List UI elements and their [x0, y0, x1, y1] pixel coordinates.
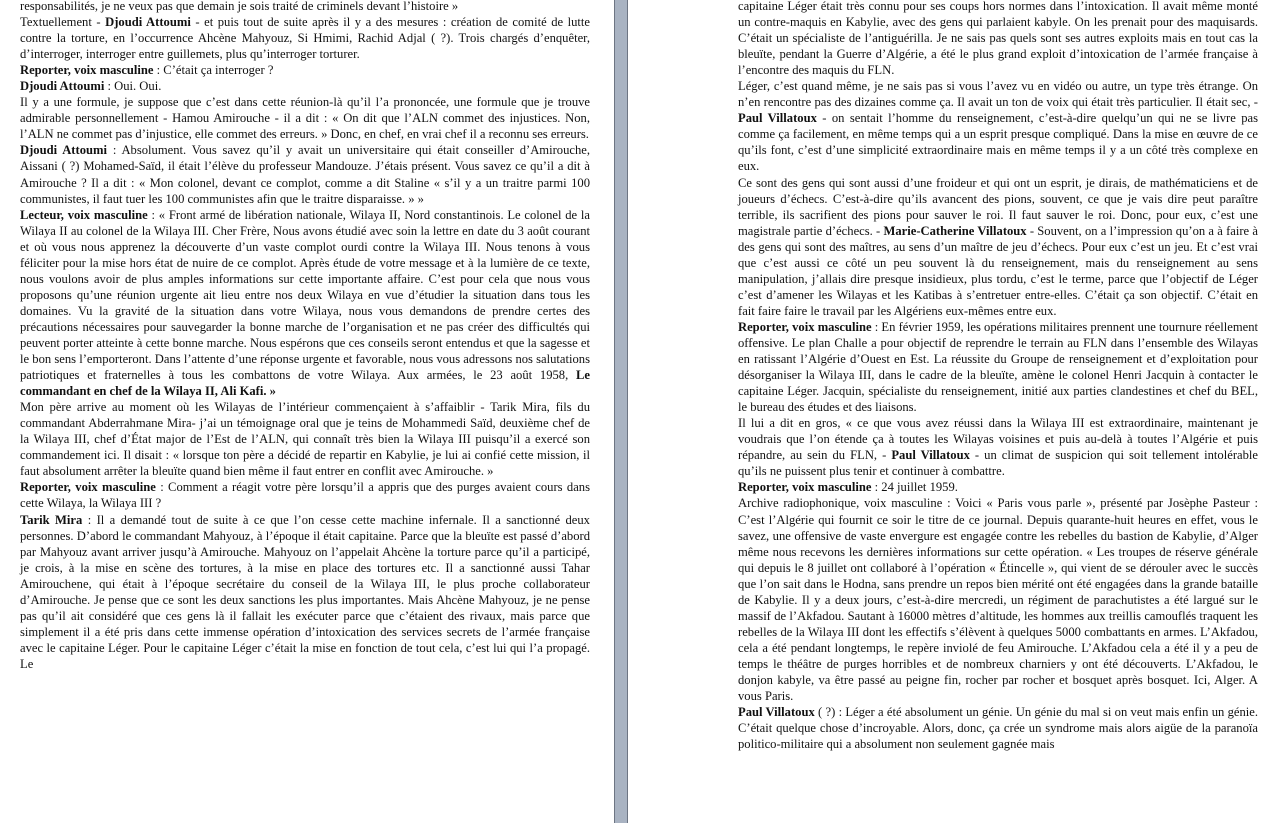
speaker-name: Paul Villatoux: [891, 448, 970, 463]
speaker-name: Reporter, voix masculine: [738, 319, 872, 334]
text-run: capitaine Léger était très connu pour ses coups hors normes dans l’intoxication. Il avait même monté un contre-maquis en Kabylie, avec des gens qui parlaient kabyle. On les prenait pour des maquisards. C’était un spécialiste de l’antiguérilla. Je ne sais pas quels sont ses autres exploits mais en tout cas la bleuïte, pendant la Guerre d’Algérie, a été le plus grand exploit d’intoxication de l’armée française à l’encontre des maquis du FLN.: [738, 0, 1258, 78]
text-run: Léger, c’est quand même, je ne sais pas si vous l’avez vu en vidéo ou autre, un type très étrange. On n’en rencontre pas des dizaines comme ça. Il avait un ton de voix qui était très particulier. Il était sec, -: [738, 79, 1258, 110]
speaker-name: Djoudi Attoumi: [105, 15, 191, 30]
paragraph: [20, 62, 590, 78]
text-run: : En février 1959, les opérations militaires prennent une tournure réellement offensive. Le plan Challe a pour objectif de reprendre le terrain au FLN dans l’ensemble des Wilayas en ratissant l’Algérie d’Ouest en Est. La réussite du Groupe de renseignement et d’exploitation pour désorganiser la Wilaya III, dans le cadre de la bleuïte, amène le colonel Henri Jacquin à contacter le capitaine Léger. Jacquin, spécialiste du renseignement, initié aux parties clandestines et chef du BEL, le bureau des études et des liaisons.: [738, 319, 1258, 415]
text-run: : C’était ça interroger ?: [153, 63, 274, 78]
speaker-name: Reporter, voix masculine: [20, 63, 154, 78]
left-page-text: [20, 0, 590, 672]
paragraph: [20, 78, 590, 94]
text-run: Ce sont des gens qui sont aussi d’une froideur et qui ont un esprit, je dirais, de mathématiciens et de joueurs d’échecs. C’est-à-dire qu’ils avancent des pions, souvent, ce que je vais dire peut paraître terrible, ils sacrifient des pions pour sauver le roi. Il faut sauver le roi. Donc, pour eux, c’est une magistrale partie d’échecs. -: [738, 175, 1258, 238]
paragraph: [738, 0, 1258, 78]
paragraph: [20, 0, 590, 14]
speaker-name: Djoudi Attoumi: [20, 143, 107, 158]
paragraph: [738, 704, 1258, 752]
paragraph: [20, 142, 590, 206]
speaker-name: Reporter, voix masculine: [20, 480, 156, 495]
page-divider-left: [614, 0, 615, 823]
speaker-name: Paul Villatoux: [738, 705, 815, 720]
paragraph: [20, 399, 590, 479]
paragraph: [738, 415, 1258, 479]
text-run: - on sentait l’homme du renseignement, c’est-à-dire quelqu’un qui ne se livre pas comme ça facilement, en même temps qui a un esprit presque compliqué. Dans la mise en œuvre de ce qu’ils font, c’est d’une simplicité extraordinaire mais en même temps il y a un côté très complexe en eux.: [738, 111, 1258, 174]
text-run: : « Front armé de libération nationale, Wilaya II, Nord constantinois. Le colonel de la Wilaya II au colonel de la Wilaya III. Cher Frère, Nous avons étudié avec soin la lettre en date du 3 août courant et où vous nous apprenez la découverte d’un vaste complot ourdi contre la Wilaya III. Nous tenons à vous féliciter pour la mise hors état de nuire de ce complot. Après étude de votre message et à la lumière de ce texte, nous voulons avoir de plus amples informations sur cette importante affaire. C’est pour cela que nous vous proposons qu’une réunion urgente ait lieu entre nos deux Wilaya en vue d’étudier la situation dans tous les domaines. Vu la gravité de la situation dans votre Wilaya, nous vous demandons de prendre certes des précautions nécessaires pour sauvegarder la bonne marche de l’organisation et ne pas créer des difficultés qui peuvent porter atteinte à cette bonne marche. Nous espérons que ces conseils seront entendus et que la sagesse et le bon sens l’emporteront. Dans l’attente d’une réponse urgente et favorable, nous vous adressons nos salutations patriotiques et fraternelles à tous les combattons de votre Wilaya. Aux armées, le 23 août 1958,: [20, 207, 591, 383]
text-run: : Absolument. Vous savez qu’il y avait un universitaire qui était conseiller d’Amirouche, Aissani ( ?) Mohamed-Saïd, il était l’élève du professeur Mandouze. J’étais présent. Vous savez ce qu’il a dit à Amirouche ? Il a dit : « Mon colonel, devant ce complot, comme a dit Staline « s’il y a un traitre parmi 100 communistes, il faut tuer les 100 communistes afin que le traitre disparaisse. » »: [20, 143, 590, 206]
left-page: [0, 0, 614, 823]
text-run: : 24 juillet 1959.: [871, 480, 958, 495]
right-page-text: [738, 0, 1258, 752]
text-run: responsabilités, je ne veux pas que demain je sois traité de criminels devant l’histoire »: [20, 0, 459, 13]
text-run: : Il a demandé tout de suite à ce que l’on cesse cette machine infernale. Il a sanctionné deux personnes. D’abord le commandant Mahyouz, à l’époque il était capitaine. Parce que la bleuïte est passé d’abord par Mahyouz avant arriver jusqu’à Amirouche. Mahyouz on l’appelait Ahcène la torture parce qu’il a participé, je crois, à la mise en scène des tortures, à la mise en place des tortures etc. Il a sanctionné aussi Tahar Amirouchene, qui était à l’époque secrétaire du conseil de la Wilaya III, le plus proche collaborateur d’Amirouche. Je pense que ce sont les deux sanctions les plus importantes. Mais Ahcène Mahyouz, je ne pense pas qu’il ait considéré que ces gens là il fallait les exécuter parce que c’étaient des rivaux, mais parce que simplement il a été pris dans cette immense opération d’intoxication des services secrets de l’armée française avec le capitaine Léger. Pour le capitaine Léger c’était la mise en fonction de tout cela, c’est lui qui l’a propagé. Le: [20, 512, 590, 671]
speaker-name: Lecteur, voix masculine: [20, 207, 148, 222]
speaker-name: Paul Villatoux: [738, 111, 817, 126]
paragraph: [20, 94, 590, 142]
paragraph: [738, 78, 1258, 174]
text-run: ( ?) : Léger a été absolument un génie. Un génie du mal si on veut mais enfin un génie. C’était quelque chose d’incroyable. Alors, donc, ça crée un syndrome mais alors aigüe de la paranoïa politico-militaire qui a absolument non seulement gagnée mais: [738, 705, 1258, 752]
text-run: : Comment a réagit votre père lorsqu’il a appris que des purges avaient cours dans cette Wilaya, la Wilaya III ?: [20, 480, 590, 511]
text-run: : Oui. Oui.: [104, 79, 162, 94]
text-run: Mon père arrive au moment où les Wilayas de l’intérieur commençaient à s’affaiblir - Tarik Mira, fils du commandant Abderrahmane Mira- j’ai un témoignage oral que je teins de Mohammedi Saïd, deuxième chef de la Wilaya III, chef d’État major de l’Est de l’ALN, qui connaît très bien la Wilaya III puisqu’il a exercé son commandement ici. Il disait : « lorsque ton père a décidé de repartir en Kabylie, je lui ai confié cette mission, il faut absolument arrêter la bleuïte quand bien même il faut entrer en conflit avec Amirouche. »: [20, 400, 590, 479]
paragraph: [20, 14, 590, 62]
paragraph: [738, 319, 1258, 415]
speaker-name: Reporter, voix masculine: [738, 480, 872, 495]
paragraph: [738, 479, 1258, 495]
paragraph: [20, 512, 590, 672]
speaker-name: Djoudi Attoumi: [20, 79, 105, 94]
text-run: - un climat de suspicion qui soit tellement intolérable qu’ils ne puissent plus tenir et continuer à combattre.: [738, 448, 1258, 479]
text-run: Textuellement -: [20, 15, 106, 30]
paragraph: [20, 479, 590, 511]
speaker-name: Le commandant en chef de la Wilaya II, Ali Kafi. »: [20, 368, 590, 399]
speaker-name: Tarik Mira: [20, 512, 83, 527]
paragraph: [738, 495, 1258, 704]
text-run: Il lui a dit en gros, « ce que vous avez réussi dans la Wilaya III est extraordinaire, maintenant je voudrais que l’on étende ça à toutes les Wilayas voisines et puis au-delà à toutes l’Algérie et puis répandre, au sein du FLN, -: [738, 416, 1258, 463]
text-run: Il y a une formule, je suppose que c’est dans cette réunion-là qu’il l’a prononcée, une formule que je trouve admirable personnellement - Hamou Amirouche - il a dit : « On dit que l’ALN commet des injustices. Non, l’ALN ne commet pas d’injustice, elle commet des erreurs. » Donc, en chef, en vrai chef il a reconnu ses erreurs.: [20, 95, 590, 142]
text-run: - Souvent, on a l’impression qu’on a à faire à des gens qui sont des maîtres, au sens d’un maître de jeu d’échecs. Pour eux c’est un jeu. Et c’est vrai que c’est aussi ce côté un peu souvent là du renseignement, mais du renseignement au sens manipulation, j’allais dire presque insidieux, plus tordu, c’est le terme, parce que l’objectif de Léger c’est d’amener les Wilayas et les Katibas à s’entretuer entre-elles. C’était ça son objectif. C’était en fait faire faire le travail par les Algériens eux-mêmes entre eux.: [738, 223, 1258, 318]
text-run: - et puis tout de suite après il y a des mesures : création de comité de lutte contre la torture, en l’occurrence Ahcène Mahyouz, Si Hmimi, Rachid Adjal ( ?). Trois chargés d’enquêter, d’interroger, interroger entre guillemets, plus qu’interroger torturer.: [20, 15, 590, 62]
paragraph: [738, 175, 1258, 319]
right-page: [628, 0, 1280, 823]
paragraph: [20, 207, 590, 400]
text-run: Archive radiophonique, voix masculine : Voici « Paris vous parle », présenté par Josèphe Pasteur : C’est l’Algérie qui fournit ce soir le titre de ce journal. Depuis quarante-huit heures en effet, vous le savez, une offensive de vaste envergure est engagée contre les rebelles du bastion de Kabylie, d’Alger même nous recevons les dernières informations sur cette opération. « Les troupes de réserve générale qui depuis le 8 juillet ont collaboré à l’opération « Étincelle », qui vient de se dérouler avec le succès que l’on sait dans le Hodna, sans prendre un repos bien mérité ont été engagées dans la grande bataille de Kabylie. Il y a deux jours, c’est-à-dire mercredi, un régiment de parachutistes a été largué sur le massif de l’Akfadou. Sautant à 16000 mètres d’altitude, les hommes aux treillis camouflés traquent les rebelles de la Wilaya III dont les effectifs s’élèvent à quelques 5000 combattants en armes. L’Akfadou, cela a été pendant longtemps, le repère inviolé de feu Amirouche. L’Akfadou cela a été il y a peu de temps le théâtre de purges horribles et de nombreux charniers y ont été découverts. L’Akfadou, le donjon kabyle, va être passé au peigne fin, rocher par rocher et bosquet après bosquet. Ici, Alger. A vous Paris.: [738, 496, 1258, 704]
speaker-name: Marie-Catherine Villatoux: [883, 223, 1027, 238]
